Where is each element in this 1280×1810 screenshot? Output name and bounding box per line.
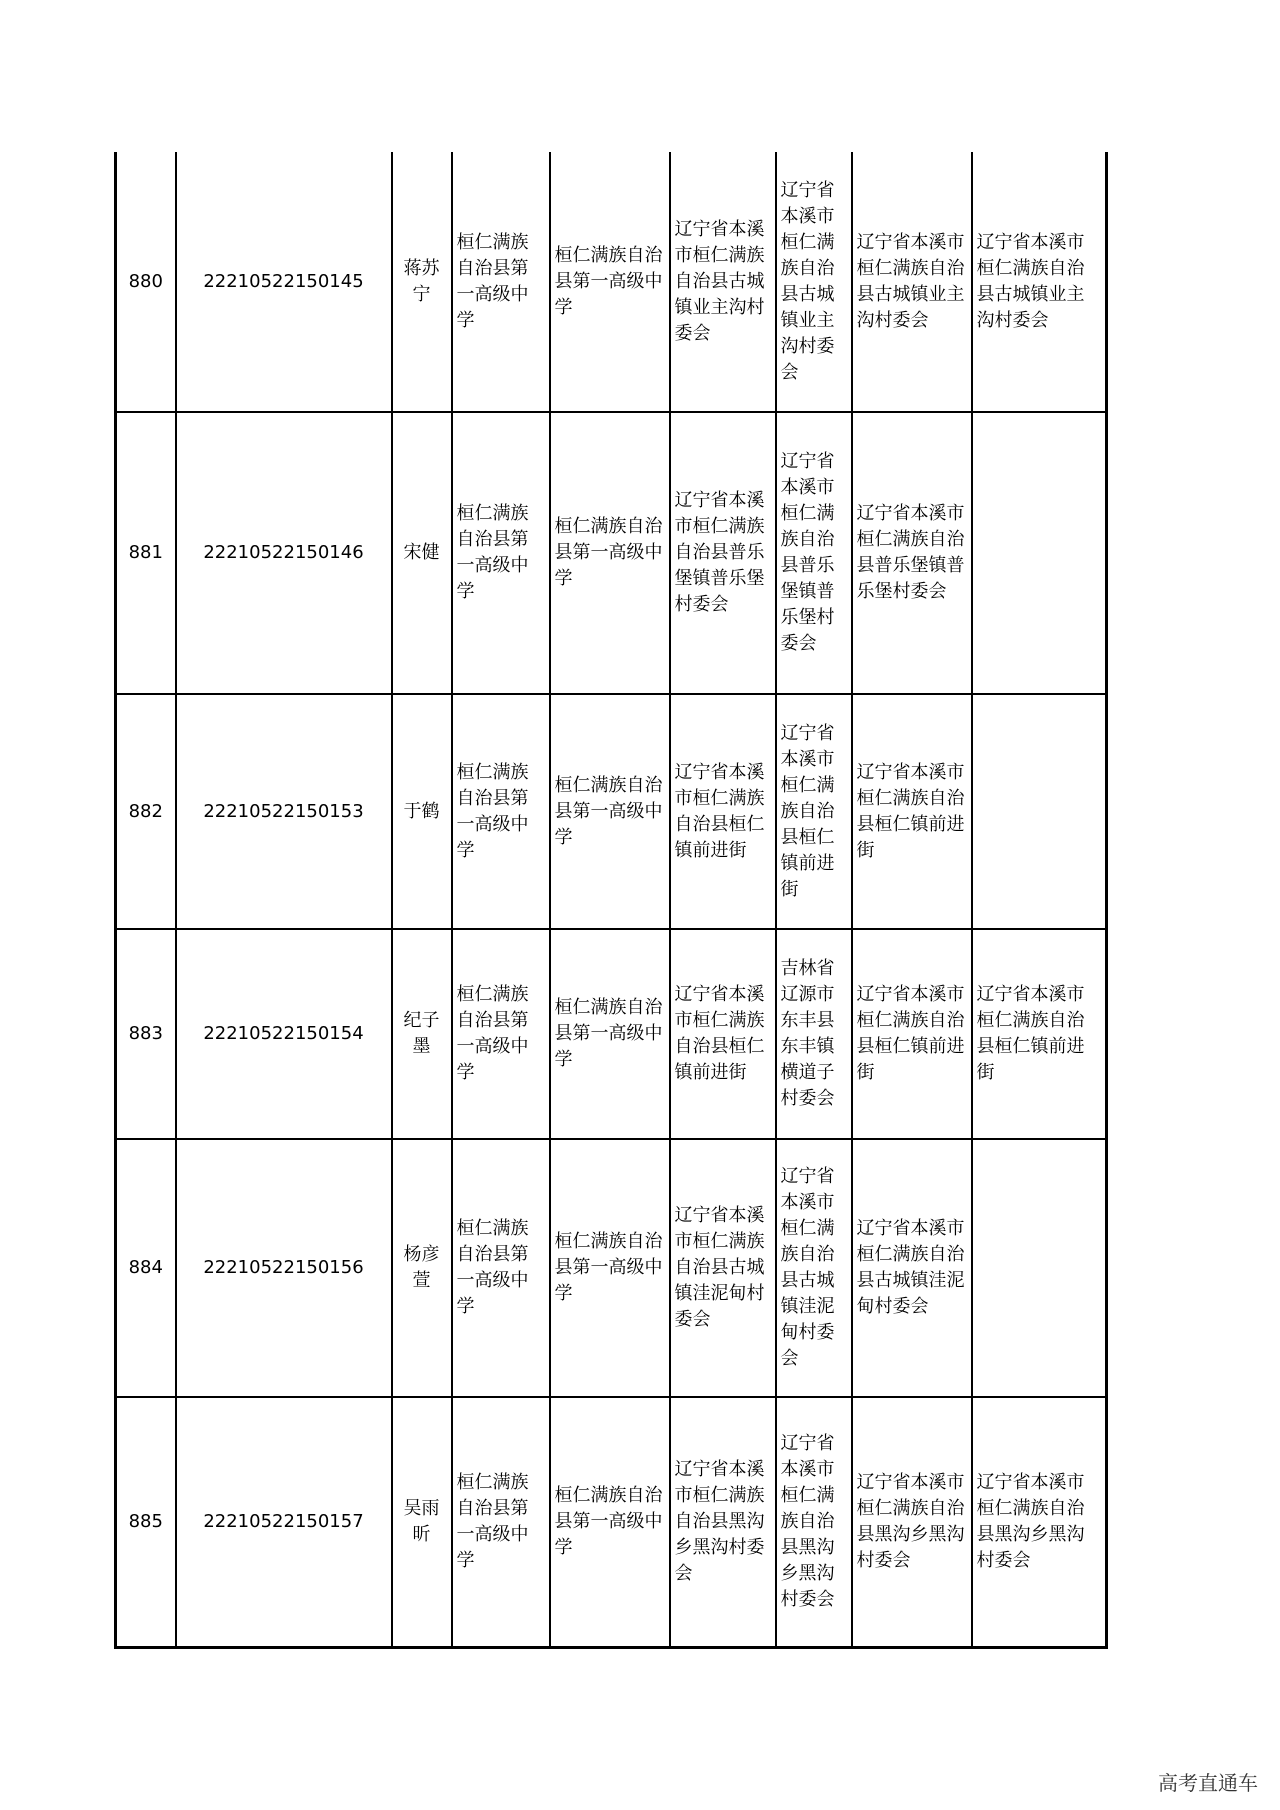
exam-number: 22210522150156 xyxy=(176,1139,392,1397)
hukou-address-2-cell: 吉林省辽源市东丰县东丰镇横道子村委会 xyxy=(776,929,852,1139)
exam-number: 22210522150157 xyxy=(176,1397,392,1647)
school-cell: 桓仁满族自治县第一高级中学 xyxy=(452,694,550,929)
table-row xyxy=(116,929,1107,1139)
graduation-school-cell: 桓仁满族自治县第一高级中学 xyxy=(550,152,670,412)
hukou-address-cell: 辽宁省本溪市桓仁满族自治县古城镇业主沟村委会 xyxy=(670,152,776,412)
mother-hukou-cell xyxy=(972,1139,1107,1397)
father-hukou-cell: 辽宁省本溪市桓仁满族自治县桓仁镇前进街 xyxy=(852,694,972,929)
student-name: 宋健 xyxy=(392,412,452,694)
hukou-address-cell: 辽宁省本溪市桓仁满族自治县普乐堡镇普乐堡村委会 xyxy=(670,412,776,694)
father-hukou-cell: 辽宁省本溪市桓仁满族自治县桓仁镇前进街 xyxy=(852,929,972,1139)
hukou-address-2-cell: 辽宁省本溪市桓仁满族自治县普乐堡镇普乐堡村委会 xyxy=(776,412,852,694)
table-row xyxy=(116,1397,1107,1647)
graduation-school-cell: 桓仁满族自治县第一高级中学 xyxy=(550,929,670,1139)
row-index: 885 xyxy=(116,1397,176,1647)
mother-hukou-cell: 辽宁省本溪市桓仁满族自治县黑沟乡黑沟村委会 xyxy=(972,1397,1107,1647)
hukou-address-cell: 辽宁省本溪市桓仁满族自治县黑沟乡黑沟村委会 xyxy=(670,1397,776,1647)
school-cell: 桓仁满族自治县第一高级中学 xyxy=(452,412,550,694)
mother-hukou-cell xyxy=(972,412,1107,694)
row-index: 884 xyxy=(116,1139,176,1397)
roster-table xyxy=(114,152,1108,1649)
exam-number: 22210522150153 xyxy=(176,694,392,929)
table-row xyxy=(116,1139,1107,1397)
exam-number: 22210522150145 xyxy=(176,152,392,412)
student-name: 吴雨昕 xyxy=(392,1397,452,1647)
school-cell: 桓仁满族自治县第一高级中学 xyxy=(452,1397,550,1647)
graduation-school-cell: 桓仁满族自治县第一高级中学 xyxy=(550,1139,670,1397)
exam-number: 22210522150146 xyxy=(176,412,392,694)
hukou-address-2-cell: 辽宁省本溪市桓仁满族自治县古城镇业主沟村委会 xyxy=(776,152,852,412)
mother-hukou-cell: 辽宁省本溪市桓仁满族自治县桓仁镇前进街 xyxy=(972,929,1107,1139)
row-index: 883 xyxy=(116,929,176,1139)
hukou-address-2-cell: 辽宁省本溪市桓仁满族自治县桓仁镇前进街 xyxy=(776,694,852,929)
table-row xyxy=(116,152,1107,412)
school-cell: 桓仁满族自治县第一高级中学 xyxy=(452,1139,550,1397)
father-hukou-cell: 辽宁省本溪市桓仁满族自治县普乐堡镇普乐堡村委会 xyxy=(852,412,972,694)
student-name: 蒋苏宁 xyxy=(392,152,452,412)
table-row xyxy=(116,694,1107,929)
father-hukou-cell: 辽宁省本溪市桓仁满族自治县古城镇洼泥甸村委会 xyxy=(852,1139,972,1397)
hukou-address-cell: 辽宁省本溪市桓仁满族自治县桓仁镇前进街 xyxy=(670,694,776,929)
father-hukou-cell: 辽宁省本溪市桓仁满族自治县黑沟乡黑沟村委会 xyxy=(852,1397,972,1647)
exam-number: 22210522150154 xyxy=(176,929,392,1139)
graduation-school-cell: 桓仁满族自治县第一高级中学 xyxy=(550,1397,670,1647)
hukou-address-cell: 辽宁省本溪市桓仁满族自治县古城镇洼泥甸村委会 xyxy=(670,1139,776,1397)
watermark-text: 高考直通车 xyxy=(1158,1771,1258,1795)
mother-hukou-cell: 辽宁省本溪市桓仁满族自治县古城镇业主沟村委会 xyxy=(972,152,1107,412)
row-index: 880 xyxy=(116,152,176,412)
father-hukou-cell: 辽宁省本溪市桓仁满族自治县古城镇业主沟村委会 xyxy=(852,152,972,412)
student-name: 纪子墨 xyxy=(392,929,452,1139)
row-index: 882 xyxy=(116,694,176,929)
table-row xyxy=(116,412,1107,694)
row-index: 881 xyxy=(116,412,176,694)
hukou-address-cell: 辽宁省本溪市桓仁满族自治县桓仁镇前进街 xyxy=(670,929,776,1139)
hukou-address-2-cell: 辽宁省本溪市桓仁满族自治县黑沟乡黑沟村委会 xyxy=(776,1397,852,1647)
graduation-school-cell: 桓仁满族自治县第一高级中学 xyxy=(550,694,670,929)
graduation-school-cell: 桓仁满族自治县第一高级中学 xyxy=(550,412,670,694)
school-cell: 桓仁满族自治县第一高级中学 xyxy=(452,152,550,412)
student-name: 杨彦萱 xyxy=(392,1139,452,1397)
student-name: 于鹤 xyxy=(392,694,452,929)
roster-sheet xyxy=(114,152,1105,1650)
hukou-address-2-cell: 辽宁省本溪市桓仁满族自治县古城镇洼泥甸村委会 xyxy=(776,1139,852,1397)
mother-hukou-cell xyxy=(972,694,1107,929)
school-cell: 桓仁满族自治县第一高级中学 xyxy=(452,929,550,1139)
